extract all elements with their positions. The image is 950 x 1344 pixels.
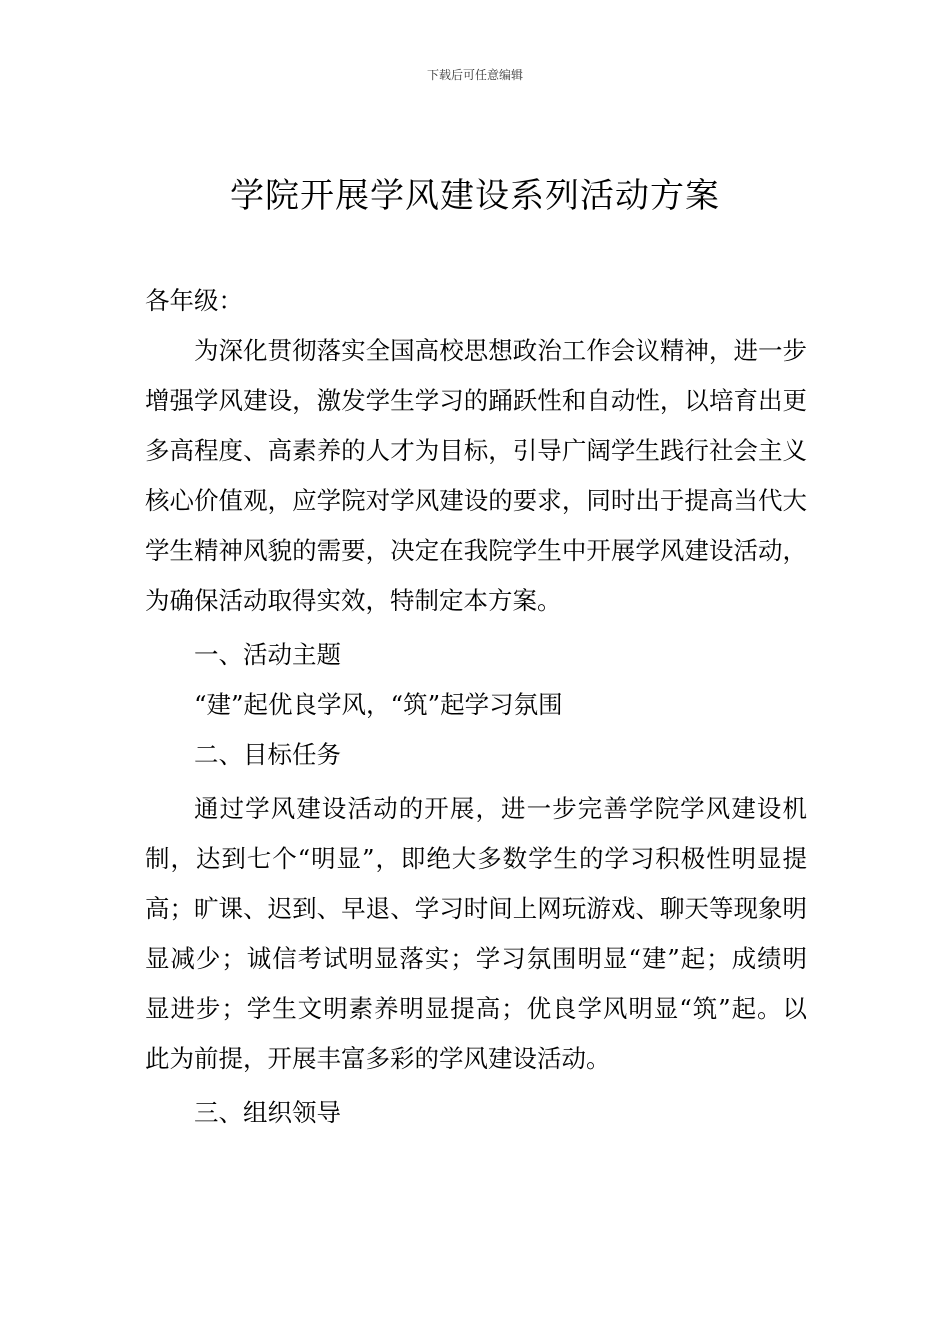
header-note: 下载后可任意编辑	[426, 68, 523, 82]
section-heading-theme: 一、活动主题	[194, 640, 341, 669]
goals-paragraph: 通过学风建设活动的开展，进一步完善学院学风建设机制，达到七个“明显”，即绝大多数学生的学习积极性明显提高；旷课、迟到、早退、学习时间上网玩游戏、聊天等现象明显减少；诚信考试明显落实；学习氛围明显“建”起；成绩明显进步；学生文明素养明显提高；优良学风明显“筑”起。以此为前提，开展丰富多彩的学风建设活动。	[145, 794, 807, 1073]
section-heading-leadership: 三、组织领导	[194, 1098, 341, 1127]
section-heading-goals: 二、目标任务	[194, 740, 341, 769]
document-title: 学院开展学风建设系列活动方案	[230, 176, 720, 216]
theme-text: “建”起优良学风，“筑”起学习氛围	[194, 690, 563, 719]
salutation: 各年级：	[145, 286, 243, 315]
intro-paragraph: 为深化贯彻落实全国高校思想政治工作会议精神，进一步增强学风建设，激发学生学习的踊跃性和自动性，以培育出更多高程度、高素养的人才为目标，引导广阔学生践行社会主义核心价值观，应学院对学风建设的要求，同时出于提高当代大学生精神风貌的需要，决定在我院学生中开展学风建设活动，为确保活动取得实效，特制定本方案。	[145, 336, 807, 615]
document-body	[145, 276, 807, 1138]
